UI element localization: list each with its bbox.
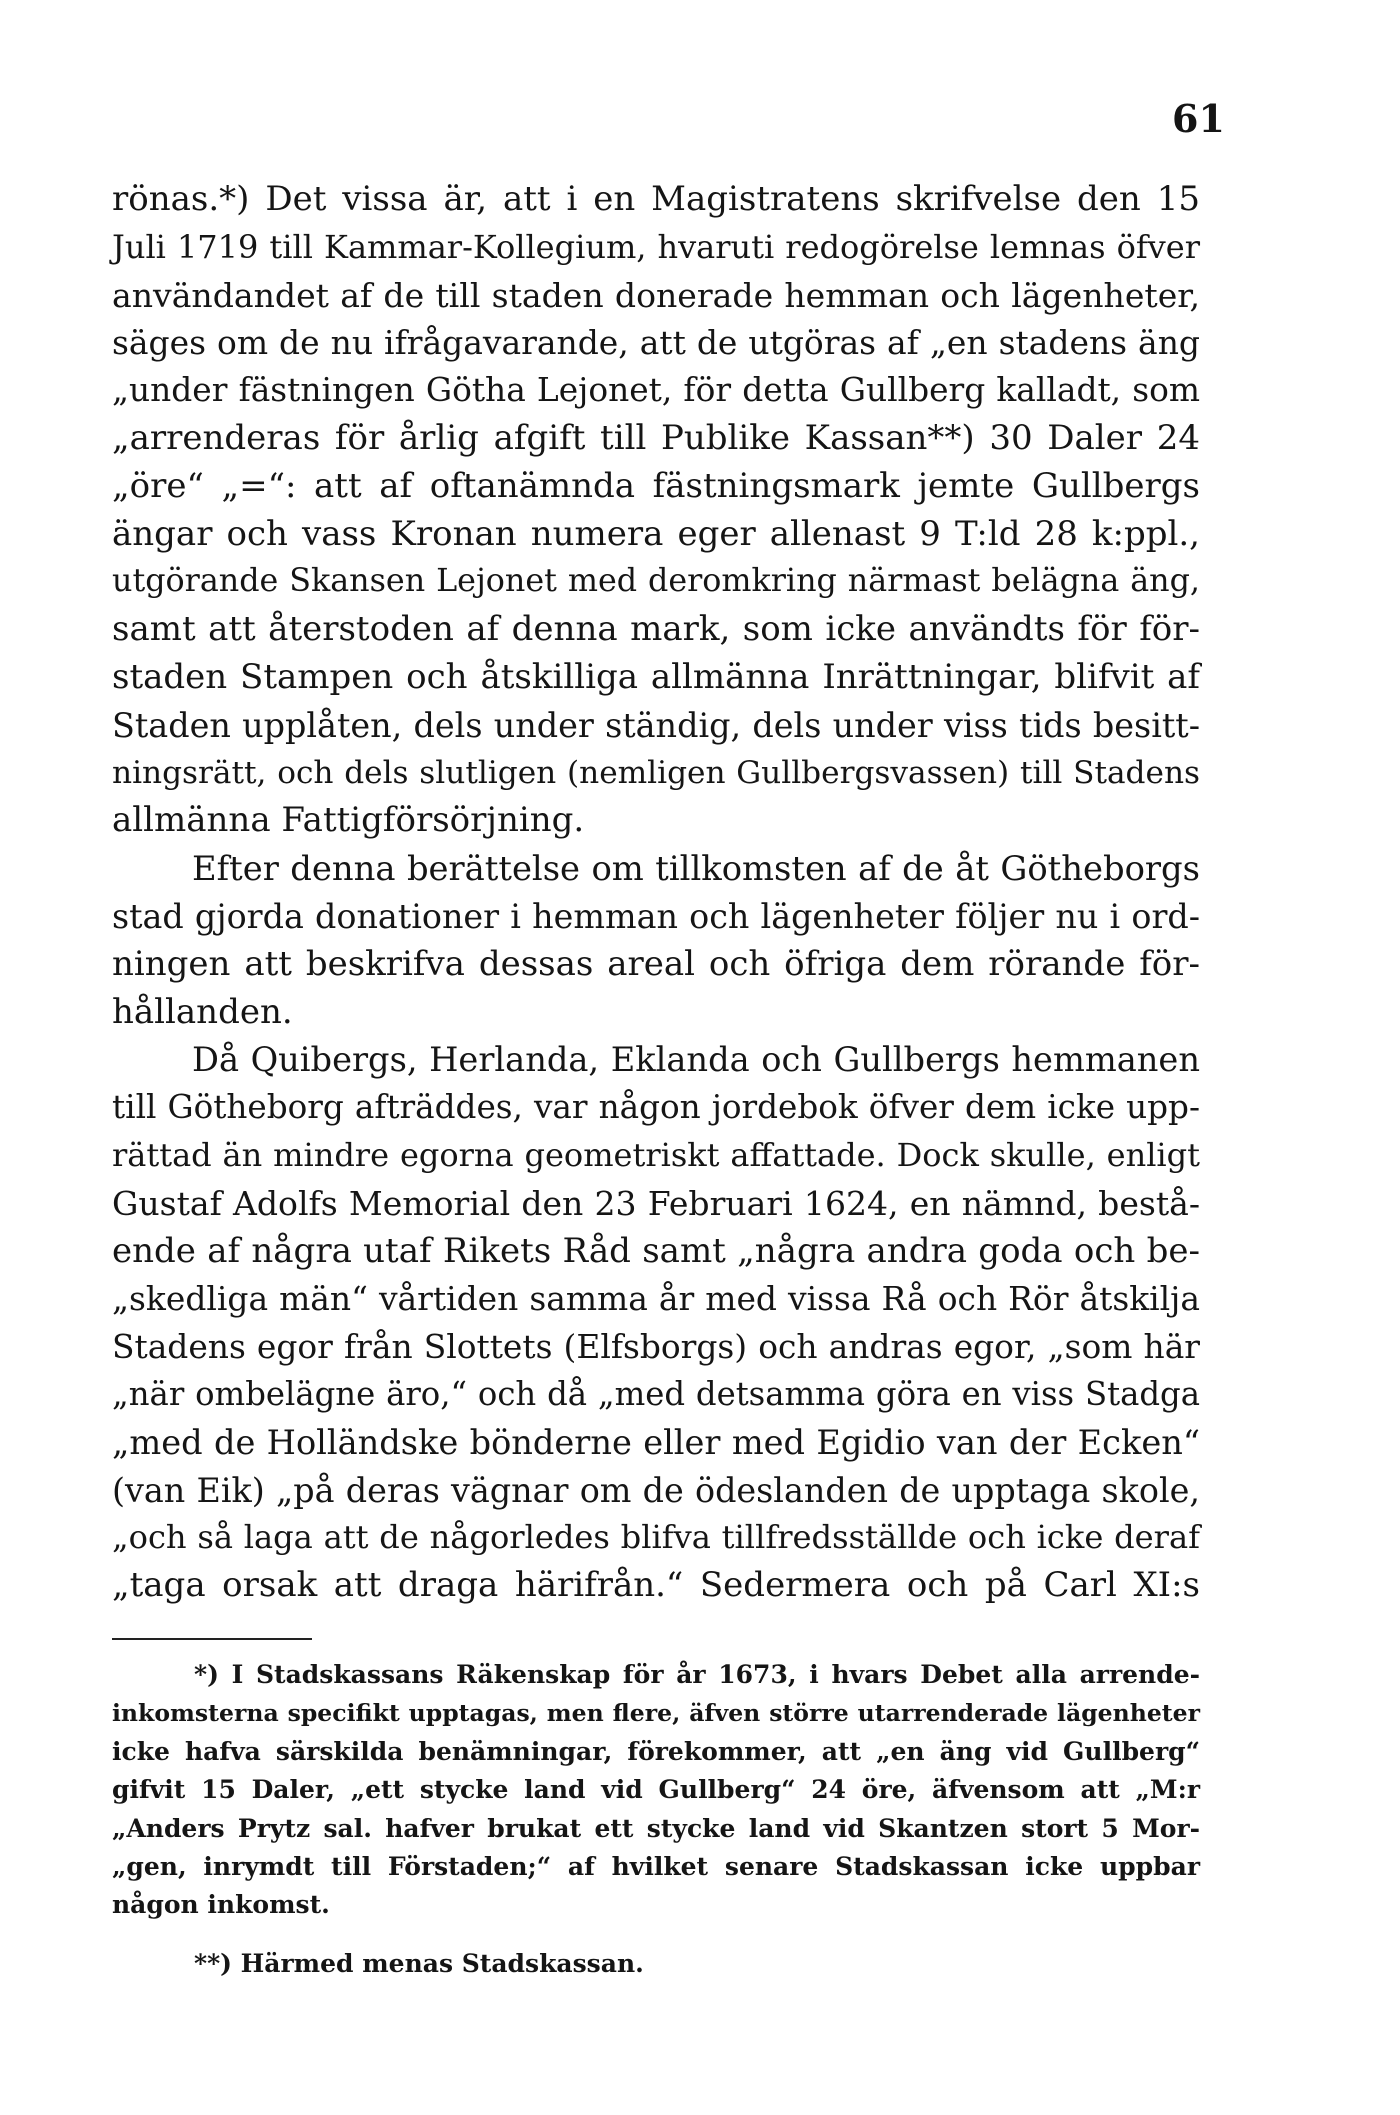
- text-line: (van Eik) „på deras vägnar om de ödeslanden de upptaga skole,: [112, 1470, 1200, 1510]
- text-line: „öre“ „=“: att af oftanämnda fästningsmark jemte Gullbergs: [112, 465, 1200, 506]
- text-line: staden Stampen och åtskilliga allmänna Inrättningar, blifvit af: [112, 656, 1200, 697]
- text-line: samt att återstoden af denna mark, som icke användts för för-: [112, 609, 1200, 650]
- text-line: rättad än mindre egorna geometriskt affattade. Dock skulle, enligt: [112, 1135, 1200, 1174]
- footnote-line: någon inkomst.: [112, 1890, 330, 1920]
- text-line: rönas.*) Det vissa är, att i en Magistratens skrifvelse den 15: [112, 179, 1200, 219]
- text-line: Stadens egor från Slottets (Elfsborgs) och andras egor, „som här: [112, 1327, 1200, 1367]
- text-line: användandet af de till staden donerade hemman och lägenheter,: [112, 275, 1200, 315]
- text-line: till Götheborg afträddes, var någon jordebok öfver dem icke upp-: [112, 1088, 1200, 1127]
- text-line: „skedliga män“ vårtiden samma år med vissa Rå och Rör åtskilja: [112, 1279, 1200, 1319]
- text-line: „när ombelägne äro,“ och då „med detsamma göra en viss Stadga: [112, 1374, 1200, 1413]
- footnote-line: gifvit 15 Daler, „ett stycke land vid Gullberg“ 24 öre, äfvensom att „M:r: [112, 1775, 1200, 1805]
- text-line: ningsrätt, och dels slutligen (nemligen Gullbergsvassen) till Stadens: [112, 754, 1200, 791]
- main-text: [112, 176, 1200, 1610]
- text-line: Staden upplåten, dels under ständig, dels under viss tids besitt-: [112, 705, 1200, 745]
- text-line: Gustaf Adolfs Memorial den 23 Februari 1624, en nämnd, bestå-: [112, 1183, 1200, 1223]
- text-line: stad gjorda donationer i hemman och lägenheter följer nu i ord-: [112, 896, 1200, 936]
- footnote-line: inkomsterna specifikt upptagas, men flere, äfven större utarrenderade lägenheter: [112, 1699, 1200, 1728]
- text-line: allmänna Fattigförsörjning.: [112, 800, 585, 841]
- text-line: Efter denna berättelse om tillkomsten af de åt Götheborgs: [192, 849, 1200, 889]
- text-line: hållanden.: [112, 991, 293, 1032]
- footnotes: [112, 1656, 1200, 1983]
- footnote-line: „gen, inrymdt till Förstaden;“ af hvilket senare Stadskassan icke uppbar: [112, 1851, 1200, 1881]
- text-line: Då Quibergs, Herlanda, Eklanda och Gullbergs hemmanen: [192, 1040, 1200, 1080]
- footnote-line: icke hafva särskilda benämningar, förekommer, att „en äng vid Gullberg“: [112, 1736, 1200, 1766]
- text-line: ende af några utaf Rikets Råd samt „några andra goda och be-: [112, 1230, 1200, 1271]
- text-line: ningen att beskrifva dessas areal och öfriga dem rörande för-: [112, 943, 1200, 984]
- text-line: „taga orsak att draga härifrån.“ Sedermera och på Carl XI:s: [112, 1565, 1200, 1606]
- footnote-divider: [112, 1638, 312, 1640]
- text-line: utgörande Skansen Lejonet med deromkring närmast belägna äng,: [112, 563, 1200, 600]
- footnote-line: „Anders Prytz sal. hafver brukat ett stycke land vid Skantzen stort 5 Mor-: [112, 1813, 1200, 1843]
- footnote-line: **) Härmed menas Stadskassan.: [194, 1948, 644, 1978]
- text-line: „och så laga att de någorledes blifva tillfredsställde och icke deraf: [112, 1518, 1200, 1557]
- footnote-line: *) I Stadskassans Räkenskap för år 1673, i hvars Debet alla arrende-: [194, 1660, 1200, 1689]
- text-line: „arrenderas för årlig afgift till Publike Kassan**) 30 Daler 24: [112, 417, 1200, 458]
- text-line: „med de Holländske bönderne eller med Egidio van der Ecken“: [112, 1422, 1200, 1462]
- text-line: säges om de nu ifrågavarande, att de utgöras af „en stadens äng: [112, 323, 1200, 363]
- text-line: Juli 1719 till Kammar-Kollegium, hvaruti redogörelse lemnas öfver: [112, 227, 1200, 266]
- page-number: 61: [1172, 96, 1225, 141]
- text-line: ängar och vass Kronan numera eger allenast 9 T:ld 28 k:ppl.,: [112, 513, 1200, 554]
- text-line: „under fästningen Götha Lejonet, för detta Gullberg kalladt, som: [112, 371, 1200, 410]
